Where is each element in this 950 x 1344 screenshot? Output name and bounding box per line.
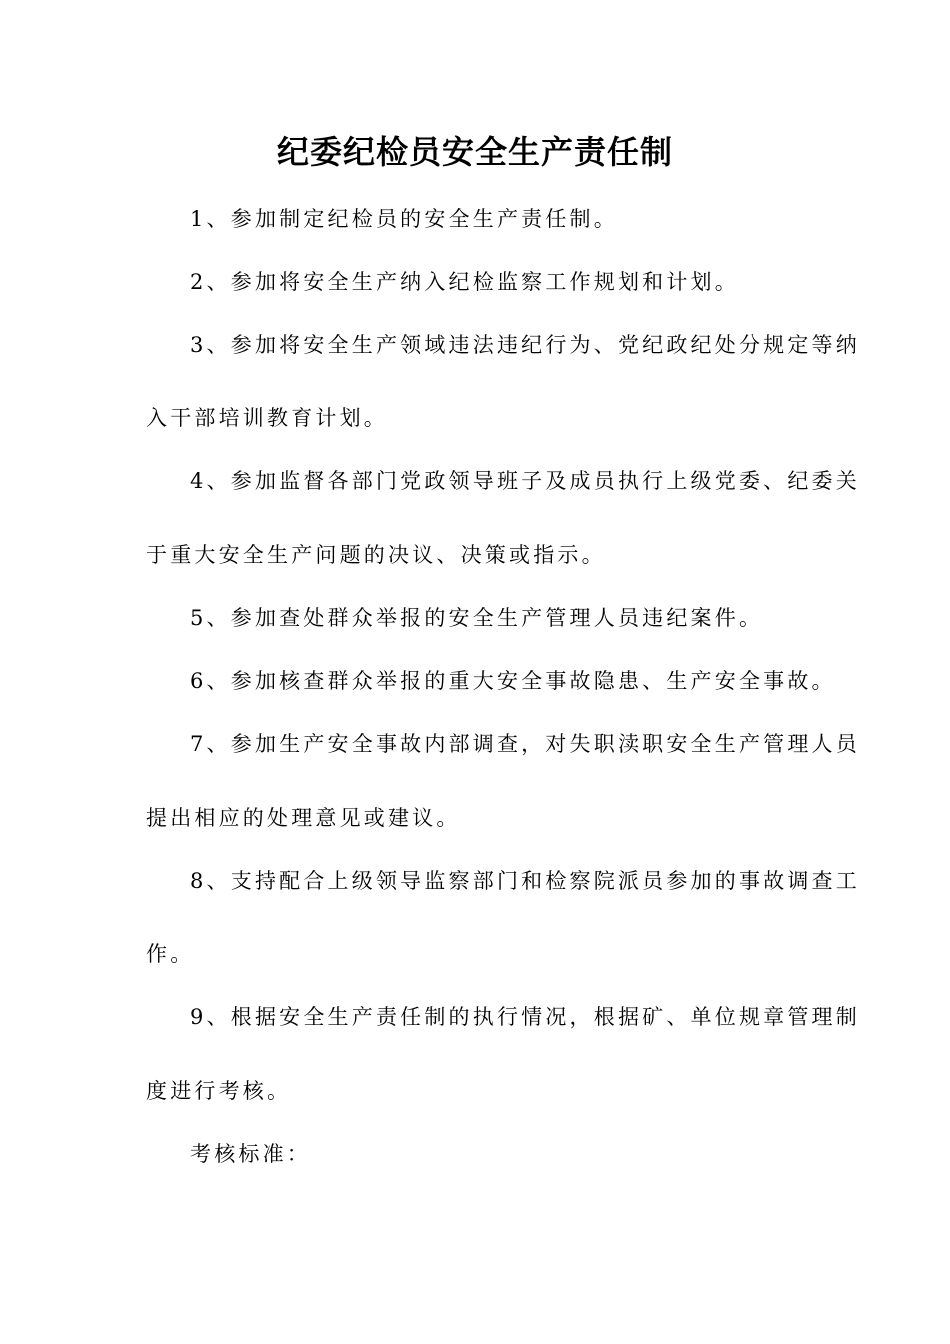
paragraph-9-line-1: 9、根据安全生产责任制的执行情况，根据矿、单位规章管理制 <box>190 1005 860 1029</box>
paragraph-9-line-2: 度进行考核。 <box>146 1079 292 1103</box>
paragraph-4-line-1: 4、参加监督各部门党政领导班子及成员执行上级党委、纪委关 <box>190 469 860 493</box>
paragraph-5-line-1: 5、参加查处群众举报的安全生产管理人员违纪案件。 <box>190 606 764 630</box>
paragraph-4-line-2: 于重大安全生产问题的决议、决策或指示。 <box>146 543 606 567</box>
paragraph-3-line-1: 3、参加将安全生产领域违法违纪行为、党纪政纪处分规定等纳 <box>190 333 860 357</box>
paragraph-1-line-1: 1、参加制定纪检员的安全生产责任制。 <box>190 207 618 231</box>
paragraph-8-line-1: 8、支持配合上级领导监察部门和检察院派员参加的事故调查工 <box>190 869 860 893</box>
paragraph-7-line-1: 7、参加生产安全事故内部调查，对失职渎职安全生产管理人员 <box>190 732 860 756</box>
paragraph-6-line-1: 6、参加核查群众举报的重大安全事故隐患、生产安全事故。 <box>190 669 836 693</box>
assessment-standard-heading: 考核标准： <box>190 1142 311 1166</box>
paragraph-3-line-2: 入干部培训教育计划。 <box>146 406 388 430</box>
paragraph-2-line-1: 2、参加将安全生产纳入纪检监察工作规划和计划。 <box>190 270 739 294</box>
paragraph-8-line-2: 作。 <box>146 942 195 966</box>
paragraph-7-line-2: 提出相应的处理意见或建议。 <box>146 806 461 830</box>
document-title: 纪委纪检员安全生产责任制 <box>276 133 673 171</box>
